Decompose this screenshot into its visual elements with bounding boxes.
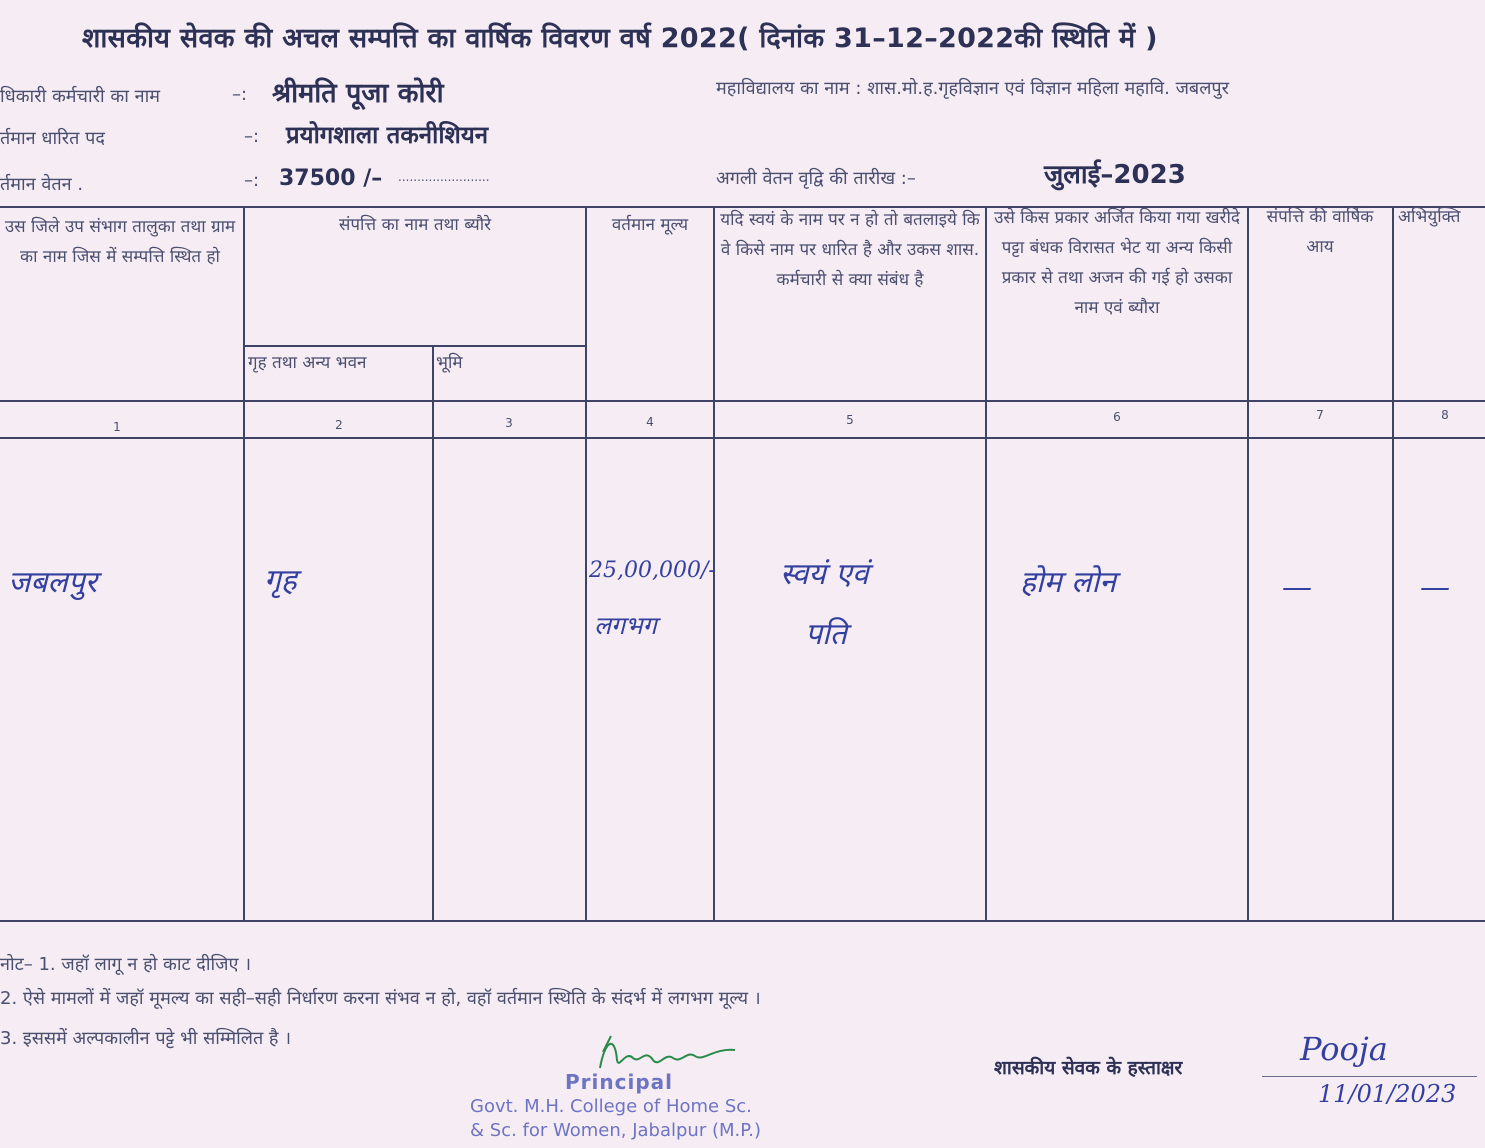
salary-separator: –: bbox=[244, 170, 260, 191]
signature-line bbox=[1262, 1076, 1477, 1077]
post-label: र्तमान धारित पद bbox=[0, 128, 105, 149]
header-location: उस जिले उप संभाग तालुका तथा ग्राम का नाम जिस में सम्पत्ति स्थित हो bbox=[4, 217, 236, 267]
col-number-2: 2 bbox=[335, 418, 343, 432]
cell-value-amount: 25,00,000/- bbox=[589, 558, 716, 583]
salary-value: 37500 /– bbox=[279, 166, 383, 191]
stamp-title: Principal bbox=[565, 1070, 673, 1094]
name-label: धिकारी कर्मचारी का नाम bbox=[0, 86, 161, 107]
salary-label: र्तमान वेतन . bbox=[0, 174, 84, 195]
college-label: महाविद्यालय का नाम : शास.मो.ह.गृहविज्ञान एवं विज्ञान महिला महावि. जबलपुर bbox=[716, 78, 1230, 99]
salary-dots: ........................ bbox=[398, 170, 490, 184]
header-owner: यदि स्वयं के नाम पर न हो तो बतलाइये कि वे किसे नाम पर धारित है और उकस शास. कर्मचारी से क्या संबंध है bbox=[720, 210, 980, 290]
header-land: भूमि bbox=[436, 353, 463, 373]
cell-owner-line1: स्वयं एवं bbox=[780, 557, 869, 592]
post-separator: –: bbox=[244, 126, 260, 147]
note-1: नोट– 1. जहॉ लागू न हो काट दीजिए । bbox=[0, 954, 252, 975]
header-remarks: अभियुक्ति bbox=[1398, 207, 1461, 227]
increment-label: अगली वेतन वृद्वि की तारीख :– bbox=[716, 168, 916, 189]
header-value: वर्तमान मूल्य bbox=[611, 215, 689, 235]
col-divider-2 bbox=[432, 345, 434, 922]
cell-income: — bbox=[1282, 570, 1312, 605]
cell-owner-line2: पति bbox=[805, 617, 847, 652]
col-number-6: 6 bbox=[1113, 410, 1121, 424]
col-number-5: 5 bbox=[846, 413, 854, 427]
header-income: संपत्ति की वार्षिक आय bbox=[1266, 207, 1374, 257]
cell-building: गृह bbox=[264, 563, 297, 598]
cell-remarks: — bbox=[1420, 570, 1450, 605]
principal-signature bbox=[595, 1030, 745, 1075]
subheader-divider bbox=[244, 345, 586, 347]
cell-location: जबलपुर bbox=[8, 565, 98, 600]
col-divider-7 bbox=[1392, 206, 1394, 922]
table-bottom-border bbox=[0, 920, 1485, 922]
cell-acquired: होम लोन bbox=[1020, 565, 1116, 600]
col-divider-5 bbox=[985, 206, 987, 922]
employee-name: श्रीमति पूजा कोरी bbox=[272, 78, 444, 109]
col-divider-3 bbox=[585, 206, 587, 922]
col-divider-6 bbox=[1247, 206, 1249, 922]
employee-signature: Pooja bbox=[1300, 1030, 1388, 1068]
col-divider-1 bbox=[243, 206, 245, 922]
col-number-1: 1 bbox=[113, 420, 121, 434]
signature-date: 11/01/2023 bbox=[1318, 1080, 1457, 1108]
increment-date: जुलाई–2023 bbox=[1044, 160, 1186, 190]
cell-value-approx: लगभग bbox=[594, 611, 657, 640]
number-row-border bbox=[0, 437, 1485, 439]
header-acquired: उसे किस प्रकार अर्जित किया गया खरीदे पट्टा बंधक विरासत भेट या अन्य किसी प्रकार से तथा अजन की गई हो उसका नाम एवं ब्यौरा bbox=[994, 208, 1240, 318]
col-number-4: 4 bbox=[646, 415, 654, 429]
stamp-line1: Govt. M.H. College of Home Sc. bbox=[470, 1096, 752, 1117]
form-title: शासकीय सेवक की अचल सम्पत्ति का वार्षिक विवरण वर्ष 2022( दिनांक 31–12–2022की स्थिति में ) bbox=[82, 23, 1158, 54]
header-bottom-border bbox=[0, 400, 1485, 402]
note-2: 2. ऐसे मामलों में जहॉ मूमल्य का सही–सही निर्धारण करना संभव न हो, वहॉ वर्तमान स्थिति के संदर्भ में लगभग मूल्य । bbox=[0, 988, 761, 1009]
name-separator: –: bbox=[232, 84, 248, 105]
note-3: 3. इससमें अल्पकालीन पट्टे भी सम्मिलित है । bbox=[0, 1028, 292, 1049]
col-number-3: 3 bbox=[505, 416, 513, 430]
header-building: गृह तथा अन्य भवन bbox=[248, 353, 367, 373]
col-number-8: 8 bbox=[1441, 408, 1449, 422]
employee-post: प्रयोगशाला तकनीशियन bbox=[286, 121, 489, 149]
header-property: संपत्ति का नाम तथा ब्यौरे bbox=[338, 215, 492, 235]
stamp-line2: & Sc. for Women, Jabalpur (M.P.) bbox=[470, 1120, 762, 1141]
signature-label: शासकीय सेवक के हस्ताक्षर bbox=[994, 1057, 1183, 1079]
col-number-7: 7 bbox=[1316, 408, 1324, 422]
